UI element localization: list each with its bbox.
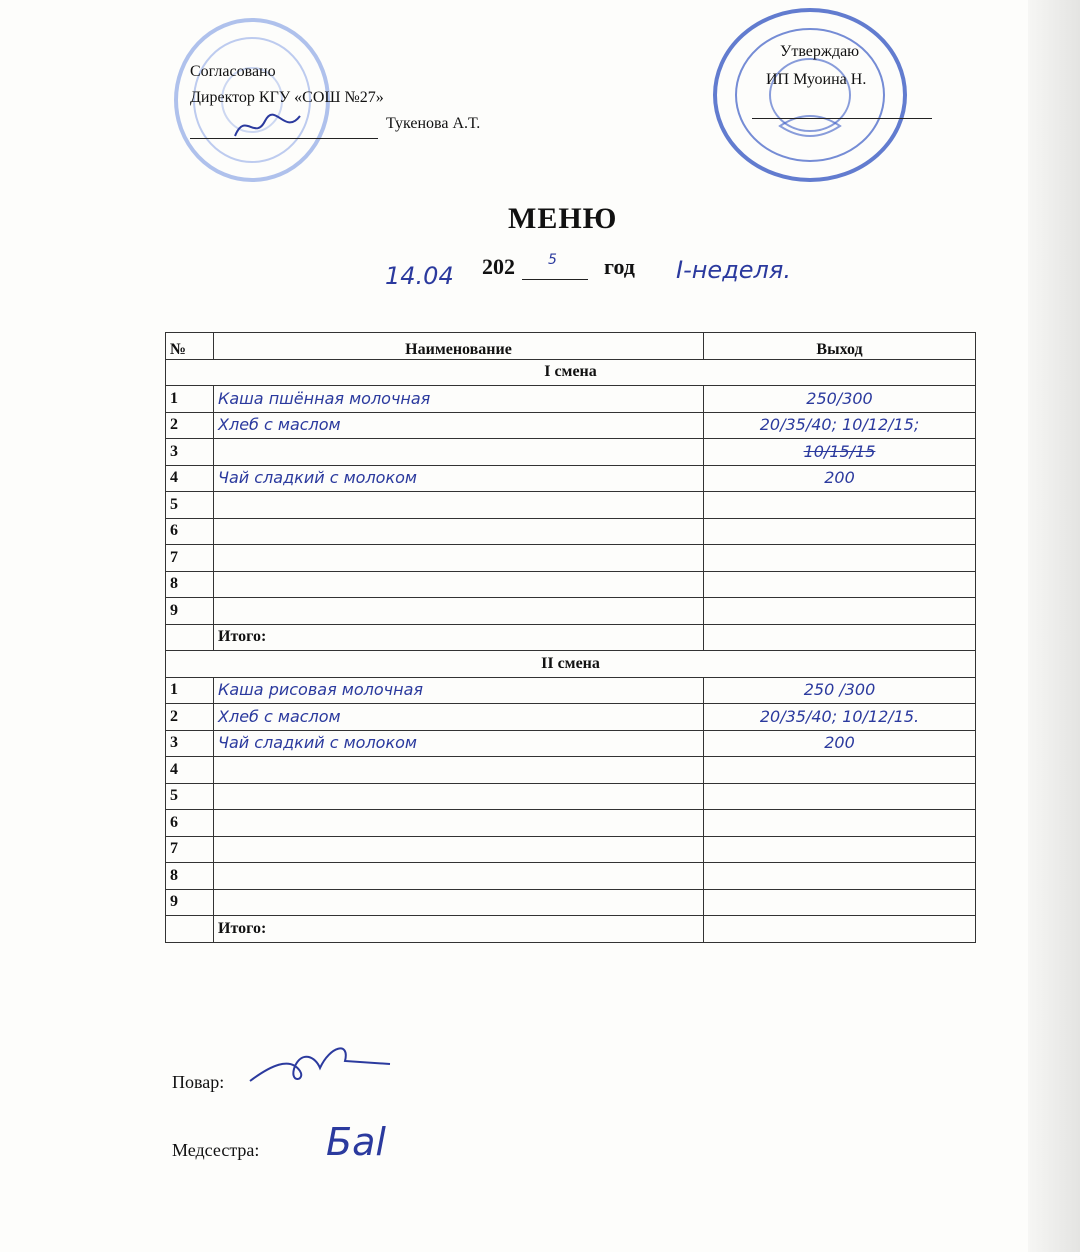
week-note: I-неделя. <box>676 256 791 284</box>
row-num: 1 <box>166 677 214 704</box>
row-out: 250 /300 <box>704 677 976 704</box>
header-out: Выход <box>704 333 976 360</box>
table-row <box>166 783 976 810</box>
row-name <box>214 863 704 890</box>
table-row <box>166 598 976 625</box>
row-out: 250/300 <box>704 386 976 413</box>
row-out <box>704 783 976 810</box>
shift-row <box>166 651 976 678</box>
row-name <box>214 836 704 863</box>
row-num: 5 <box>166 783 214 810</box>
page-title: МЕНЮ <box>508 202 618 235</box>
row-name: Каша пшённая молочная <box>214 386 704 413</box>
table-row <box>166 545 976 572</box>
row-name: Хлеб с маслом <box>214 412 704 439</box>
row-out <box>704 757 976 784</box>
header-name: Наименование <box>214 333 704 360</box>
row-out: 20/35/40; 10/12/15; <box>704 412 976 439</box>
shift1-label: I смена <box>166 359 976 386</box>
table-row <box>166 412 976 439</box>
approval-left-name: Тукенова А.Т. <box>386 115 481 132</box>
row-num: 9 <box>166 889 214 916</box>
shift2-total-label: Итого: <box>214 916 704 943</box>
table-row <box>166 730 976 757</box>
row-name: Хлеб с маслом <box>214 704 704 731</box>
date-day: 14.04 <box>385 262 454 290</box>
page-edge <box>1028 0 1080 1252</box>
row-name <box>214 757 704 784</box>
signature-line-right <box>752 118 932 119</box>
right-stamp <box>710 6 910 184</box>
table-row <box>166 465 976 492</box>
row-num: 4 <box>166 465 214 492</box>
row-num: 3 <box>166 730 214 757</box>
table-row <box>166 889 976 916</box>
table-row <box>166 492 976 519</box>
row-num: 1 <box>166 386 214 413</box>
nurse-label: Медсестра: <box>172 1140 260 1160</box>
row-out <box>704 545 976 572</box>
row-num: 4 <box>166 757 214 784</box>
row-num: 6 <box>166 810 214 837</box>
table-row <box>166 439 976 466</box>
row-num: 2 <box>166 412 214 439</box>
row-out <box>704 810 976 837</box>
row-name <box>214 889 704 916</box>
year-underline <box>522 279 588 280</box>
table-header-row <box>166 333 976 360</box>
row-num: 8 <box>166 863 214 890</box>
table-row <box>166 677 976 704</box>
total-out-cell <box>704 624 976 651</box>
row-name <box>214 492 704 519</box>
row-out: 200 <box>704 730 976 757</box>
row-num: 6 <box>166 518 214 545</box>
row-num: 5 <box>166 492 214 519</box>
row-num: 3 <box>166 439 214 466</box>
menu-table <box>165 332 976 943</box>
row-num: 2 <box>166 704 214 731</box>
approval-right-line2: ИП Муоина Н. <box>766 71 867 88</box>
table-row <box>166 757 976 784</box>
date-year-prefix: 202 <box>482 254 515 279</box>
row-out <box>704 836 976 863</box>
header-num: № <box>166 333 214 360</box>
row-num: 8 <box>166 571 214 598</box>
row-out <box>704 889 976 916</box>
row-out <box>704 598 976 625</box>
shift1-total-label: Итого: <box>214 624 704 651</box>
row-out: 10/15/15 <box>704 439 976 466</box>
table-row <box>166 386 976 413</box>
row-name <box>214 439 704 466</box>
row-name <box>214 810 704 837</box>
row-name <box>214 545 704 572</box>
director-signature <box>230 106 310 151</box>
row-name: Чай сладкий с молоком <box>214 730 704 757</box>
date-year-word: год <box>604 254 635 279</box>
table-row <box>166 810 976 837</box>
nurse-signature: Баl <box>326 1120 386 1164</box>
table-row <box>166 836 976 863</box>
row-out <box>704 492 976 519</box>
table-row <box>166 863 976 890</box>
row-num: 9 <box>166 598 214 625</box>
approval-left-line1: Согласовано <box>190 63 276 80</box>
row-out: 200 <box>704 465 976 492</box>
shift2-label: II смена <box>166 651 976 678</box>
row-name <box>214 571 704 598</box>
total-row <box>166 624 976 651</box>
approval-right-line1: Утверждаю <box>780 43 860 60</box>
shift-row <box>166 359 976 386</box>
table-row <box>166 571 976 598</box>
table-row <box>166 704 976 731</box>
row-out <box>704 571 976 598</box>
total-out-cell <box>704 916 976 943</box>
row-num: 7 <box>166 545 214 572</box>
row-out <box>704 518 976 545</box>
cook-signature <box>240 1036 410 1101</box>
approval-left-line2: Директор КГУ «СОШ №27» <box>190 89 384 106</box>
row-name: Чай сладкий с молоком <box>214 465 704 492</box>
row-name <box>214 518 704 545</box>
total-num-cell <box>166 624 214 651</box>
date-year-digit: 5 <box>548 252 557 268</box>
total-num-cell <box>166 916 214 943</box>
total-row <box>166 916 976 943</box>
row-name <box>214 783 704 810</box>
table-row <box>166 518 976 545</box>
row-num: 7 <box>166 836 214 863</box>
row-out <box>704 863 976 890</box>
row-name <box>214 598 704 625</box>
cook-label: Повар: <box>172 1072 225 1092</box>
row-out: 20/35/40; 10/12/15. <box>704 704 976 731</box>
row-name: Каша рисовая молочная <box>214 677 704 704</box>
